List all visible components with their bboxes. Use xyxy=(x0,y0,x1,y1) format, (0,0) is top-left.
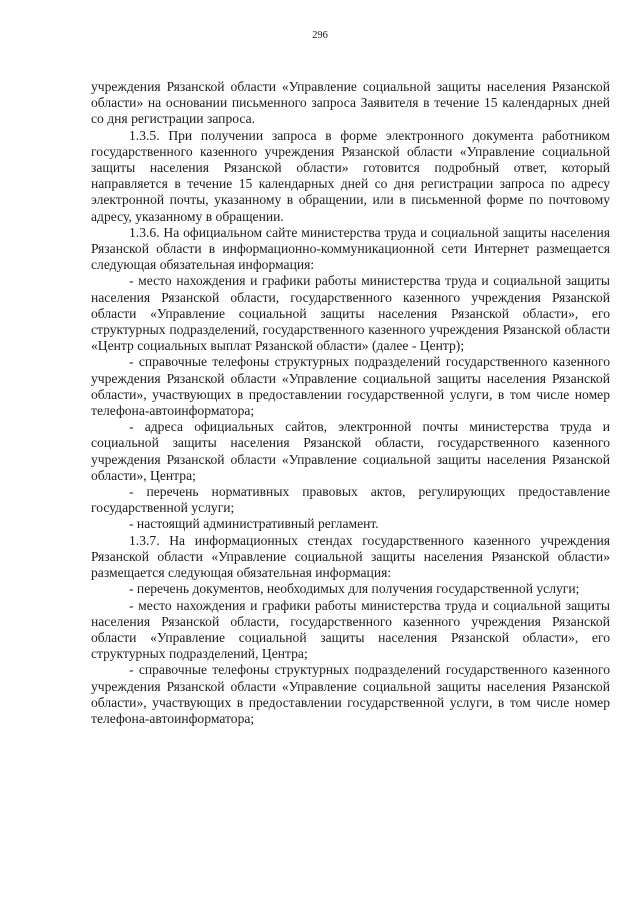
document-body xyxy=(91,79,610,727)
body-paragraph: 1.3.6. На официальном сайте министерства труда и социальной защиты населения Рязанской области в информационно-коммуникационной сети Интернет размещается следующая обязательная информация: xyxy=(91,224,610,273)
body-paragraph: - перечень документов, необходимых для получения государственной услуги; xyxy=(129,581,580,597)
body-paragraph: 1.3.7. На информационных стендах государственного казенного учреждения Рязанской области «Управление социальной защиты населения Рязанской области» размещается следующая обязательная информация: xyxy=(91,532,610,581)
body-paragraph: - перечень нормативных правовых актов, регулирующих предоставление государственной услуги; xyxy=(91,484,610,516)
body-paragraph: учреждения Рязанской области «Управление социальной защиты населения Рязанской области» на основании письменного запроса Заявителя в течение 15 календарных дней со дня регистрации запроса. xyxy=(91,79,610,127)
page-number: 296 xyxy=(312,30,328,41)
body-paragraph: - адреса официальных сайтов, электронной почты министерства труда и социальной защиты населения Рязанской области, государственного казенного учреждения Рязанской области «Управление социальной защиты населения Рязанской области», Центра; xyxy=(91,419,610,483)
body-paragraph: - место нахождения и графики работы министерства труда и социальной защиты населения Рязанской области, государственного казенного учреждения Рязанской области «Управление социальной защиты населения Рязанской области», его структурных подразделений, государственного казенного учреждения Рязанской области «Центр социальных выплат Рязанской области» (далее - Центр); xyxy=(91,273,610,354)
body-paragraph: - справочные телефоны структурных подразделений государственного казенного учреждения Рязанской области «Управление социальной защиты населения Рязанской области», участвующих в предоставлении государственной услуги, в том числе номер телефона-автоинформатора; xyxy=(91,662,610,726)
body-paragraph: - настоящий административный регламент. xyxy=(129,516,379,532)
body-paragraph: - место нахождения и графики работы министерства труда и социальной защиты населения Рязанской области, государственного казенного учреждения Рязанской области «Управление социальной защиты населения Рязанской области», его структурных подразделений, Центра; xyxy=(91,597,610,662)
body-paragraph: 1.3.5. При получении запроса в форме электронного документа работником государственного казенного учреждения Рязанской области «Управление социальной защиты населения Рязанской области» готовится подробный ответ, который направляется в течение 15 календарных дней со дня регистрации запроса по адресу электронной почты, указанному в обращении, или в письменной форме по почтовому адресу, указанному в обращении. xyxy=(91,127,610,224)
body-paragraph: - справочные телефоны структурных подразделений государственного казенного учреждения Рязанской области «Управление социальной защиты населения Рязанской области», участвующих в предоставлении государственной услуги, в том числе номер телефона-автоинформатора; xyxy=(91,354,610,419)
